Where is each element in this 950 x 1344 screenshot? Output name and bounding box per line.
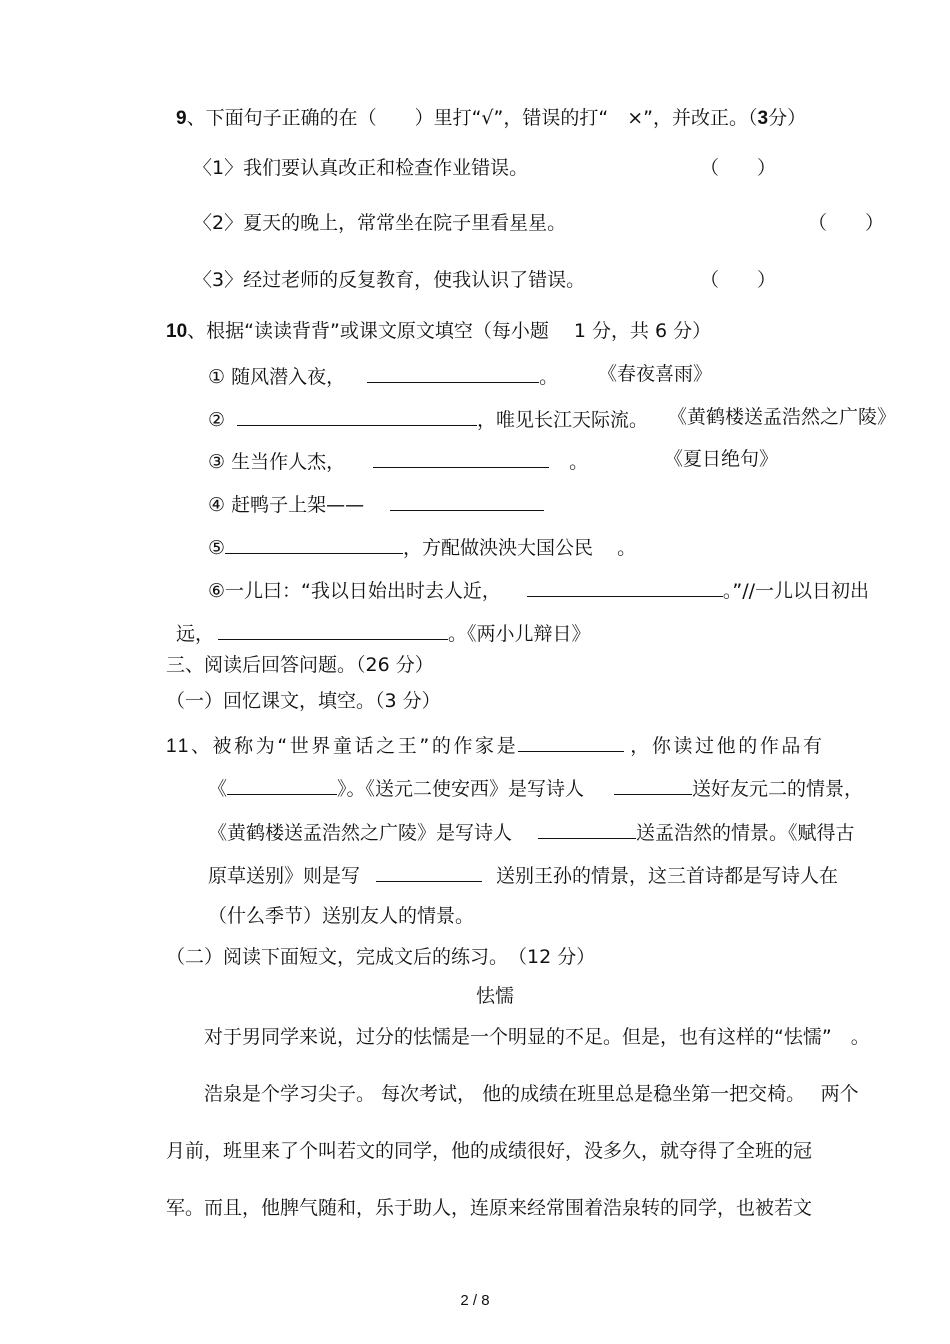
q9-item-1 <box>193 156 528 180</box>
q9-item-2 <box>193 211 566 235</box>
q11-text: 送好友元二的情景， <box>692 778 864 800</box>
q9-score: 3 <box>757 108 769 129</box>
q9-item-3 <box>193 268 585 292</box>
q10-item-text: ⑤ <box>208 537 226 559</box>
q9-item-2-paren[interactable] <box>808 211 884 235</box>
q10-item-2 <box>208 405 648 432</box>
q10-item-text: ① 随风潜入夜， <box>208 366 346 388</box>
q10-item-2-source <box>668 405 896 429</box>
fill-blank[interactable] <box>518 731 624 752</box>
q10-item-1 <box>208 362 558 389</box>
q10-item-4 <box>208 490 544 517</box>
q11-text: （什么季节）送别友人的情景。 <box>208 905 475 927</box>
passage-paragraph-2-line-2 <box>166 1139 812 1163</box>
q11-text: ，你读过他的作品有 <box>630 735 825 757</box>
answer-paren[interactable]: （ ） <box>808 212 885 234</box>
q11-number: 11 <box>166 736 191 757</box>
section-3-sub-1 <box>166 689 441 713</box>
q10-item-post: 。”//一儿以日初出 <box>722 580 870 602</box>
passage-paragraph-2-line-1 <box>204 1082 859 1106</box>
q11-line-5 <box>208 904 474 928</box>
q11-line-3 <box>208 818 855 845</box>
passage-paragraph-2-line-3 <box>166 1196 812 1220</box>
q10-item-text: ③ 生当作人杰， <box>208 451 346 473</box>
q10-item-6-cont <box>176 619 591 646</box>
q11-line-4 <box>208 861 838 888</box>
q9-item-1-paren[interactable] <box>700 156 776 180</box>
fill-blank[interactable] <box>614 774 692 795</box>
q10-item-text: 远， <box>176 623 215 645</box>
q10-number: 10 <box>166 321 188 342</box>
q10-item-post: 。 <box>569 451 589 473</box>
fill-blank[interactable] <box>376 861 482 882</box>
q11-text: 《黄鹤楼送孟浩然之广陵》是写诗人 <box>208 822 513 844</box>
q10-item-text: ② <box>208 409 226 431</box>
q9-item-3-paren[interactable] <box>700 268 776 292</box>
q11-text: 送别王孙的情景，这三首诗都是写诗人在 <box>496 865 839 887</box>
q11-text: 原草送别》则是写 <box>208 865 361 887</box>
fill-blank[interactable] <box>527 576 723 597</box>
passage-title-text: 怯懦 <box>475 985 514 1007</box>
fill-blank[interactable] <box>227 774 337 795</box>
answer-paren[interactable]: （ ） <box>700 269 777 291</box>
q11-text: 》。《送元二使安西》是写诗人 <box>337 778 585 800</box>
q10-item-post2: 。 <box>617 537 637 559</box>
q10-item-3-source <box>664 447 778 471</box>
fill-blank[interactable] <box>373 447 549 468</box>
section-3-sub-2 <box>166 945 595 969</box>
q11-line-2 <box>208 774 863 801</box>
q10-text: 、根据“读读背背”或课文原文填空（每小题 1 分，共 6 分） <box>187 320 712 342</box>
q10-item-text: ⑥一儿曰：“我以日始出时去人近， <box>208 580 501 602</box>
q10-item-post: ，唯见长江天际流。 <box>477 409 649 431</box>
poem-source: 《夏日绝句》 <box>664 448 779 470</box>
q9-number: 9 <box>176 108 187 129</box>
sub-heading-text: （二）阅读下面短文，完成文后的练习。 （12 分） <box>166 946 596 968</box>
q11-line-1 <box>166 731 825 759</box>
q10-item-3 <box>208 447 588 474</box>
poem-source: 《黄鹤楼送孟浩然之广陵》 <box>668 406 897 428</box>
paragraph-text: 浩泉是个学习尖子。 每次考试， 他的成绩在班里总是稳坐第一把交椅。 两个 <box>204 1083 859 1105</box>
fill-blank[interactable] <box>390 490 544 511</box>
q9-heading <box>176 106 806 131</box>
q9-text: 、下面句子正确的在（ ）里打“√”，错误的打“ ×”，并改正。（ <box>186 107 758 129</box>
poem-source: 《春夜喜雨》 <box>598 363 713 385</box>
answer-paren[interactable]: （ ） <box>700 157 777 179</box>
sub-heading-text: （一）回忆课文，填空。（3 分） <box>166 690 441 712</box>
paragraph-text: 军。而且，他脾气随和，乐于助人，连原来经常围着浩泉转的同学，也被若文 <box>166 1197 813 1219</box>
q10-item-post: 。 <box>539 366 559 388</box>
q10-item-post: ，方配做泱泱大国公民 <box>403 537 594 559</box>
q11-text: 《 <box>208 778 228 800</box>
fill-blank[interactable] <box>225 533 403 554</box>
paragraph-text: 对于男同学来说，过分的怯懦是一个明显的不足。但是，也有这样的“怯懦” 。 <box>204 1026 870 1048</box>
paragraph-text: 月前，班里来了个叫若文的同学，他的成绩很好，没多久，就夺得了全班的冠 <box>166 1140 813 1162</box>
q10-heading <box>166 319 711 344</box>
q10-item-1-source <box>598 362 712 386</box>
q9-score-tail: 分） <box>768 107 807 129</box>
fill-blank[interactable] <box>367 362 539 383</box>
poem-source: 。《两小儿辩日》 <box>448 623 591 645</box>
q9-item-label: 〈2〉夏天的晚上，常常坐在院子里看星星。 <box>193 212 567 234</box>
q10-item-6 <box>208 576 869 603</box>
fill-blank[interactable] <box>538 818 636 839</box>
section-3-heading <box>166 653 434 677</box>
fill-blank[interactable] <box>218 619 448 640</box>
q10-item-text: ④ 赶鸭子上架—— <box>208 494 365 516</box>
q9-item-label: 〈1〉我们要认真改正和检查作业错误。 <box>193 157 529 179</box>
passage-title <box>0 981 950 1008</box>
q11-text: 、被称为“世界童话之王”的作家是 <box>190 735 519 757</box>
q10-item-5 <box>208 533 636 560</box>
section-heading-text: 三、阅读后回答问题。（26 分） <box>166 654 434 676</box>
page-number: 2 / 8 <box>460 1292 490 1309</box>
q11-text: 送孟浩然的情景。《赋得古 <box>636 822 855 844</box>
fill-blank[interactable] <box>237 405 477 426</box>
passage-paragraph-1 <box>204 1025 870 1049</box>
q9-item-label: 〈3〉经过老师的反复教育，使我认识了错误。 <box>193 269 586 291</box>
